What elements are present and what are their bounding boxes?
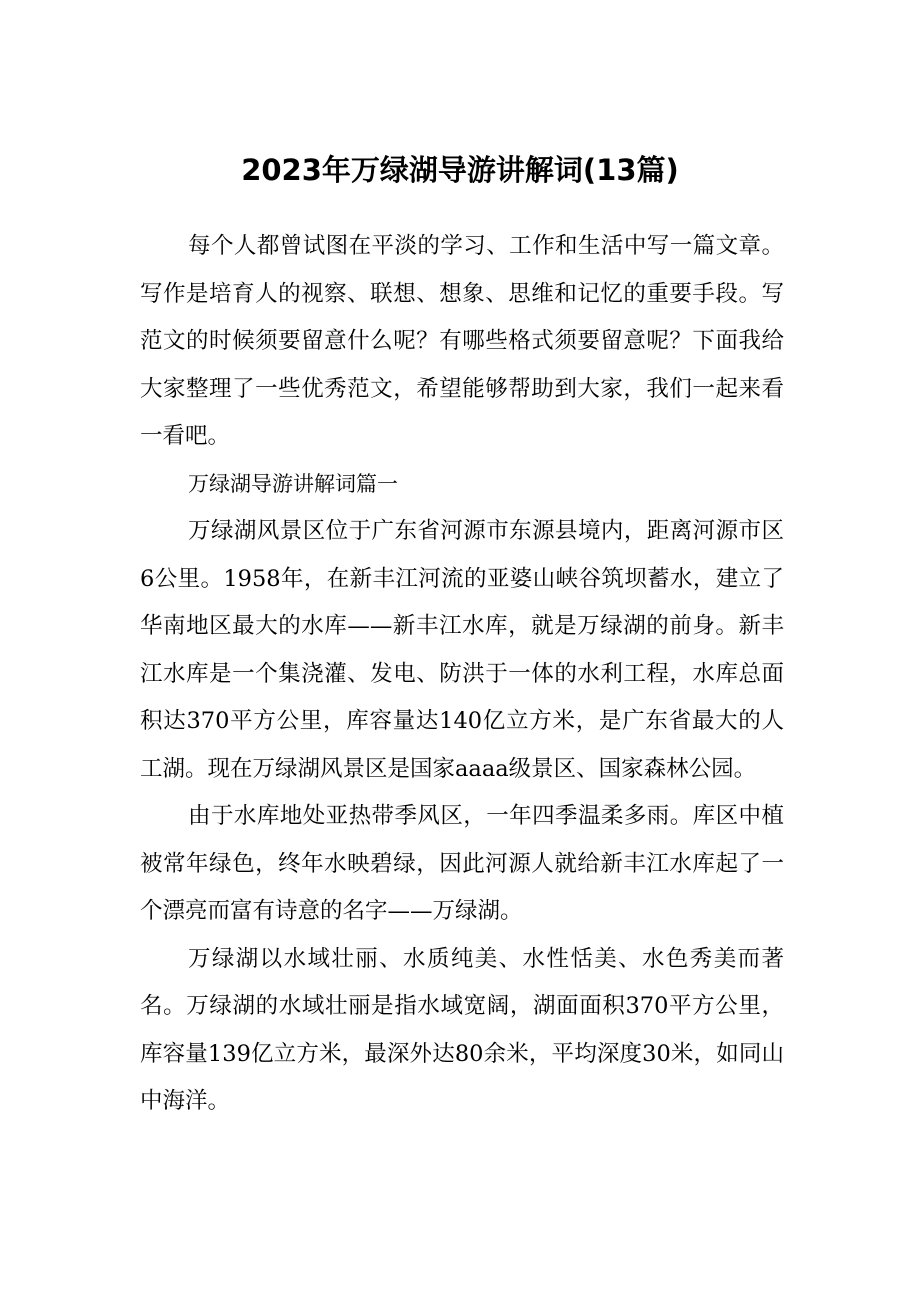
climate-paragraph: 由于水库地处亚热带季风区，一年四季温柔多雨。库区中植被常年绿色，终年水映碧绿，因此河源人就给新丰江水库起了一个漂亮而富有诗意的名字——万绿湖。 — [140, 803, 784, 924]
document-title: 2023年万绿湖导游讲解词(13篇) — [241, 153, 679, 187]
section-heading: 万绿湖导游讲解词篇一 — [188, 471, 398, 496]
water-paragraph: 万绿湖以水域壮丽、水质纯美、水性恬美、水色秀美而著名。万绿湖的水域壮丽是指水域宽阔，湖面面积370平方公里，库容量139亿立方米，最深外达80余米，平均深度30米，如同山中海洋。 — [140, 945, 784, 1114]
intro-paragraph: 每个人都曾试图在平淡的学习、工作和生活中写一篇文章。写作是培育人的视察、联想、想象、思维和记忆的重要手段。写范文的时候须要留意什么呢？有哪些格式须要留意呢？下面我给大家整理了一些优秀范文，希望能够帮助到大家，我们一起来看一看吧。 — [140, 233, 784, 449]
document-body — [140, 223, 784, 1126]
overview-paragraph: 万绿湖风景区位于广东省河源市东源县境内，距离河源市区6公里。1958年，在新丰江河流的亚婆山峡谷筑坝蓄水，建立了华南地区最大的水库——新丰江水库，就是万绿湖的前身。新丰江水库是一个集浇灌、发电、防洪于一体的水利工程，水库总面积达370平方公里，库容量达140亿立方米，是广东省最大的人工湖。现在万绿湖风景区是国家aaaa级景区、国家森林公园。 — [140, 518, 784, 782]
